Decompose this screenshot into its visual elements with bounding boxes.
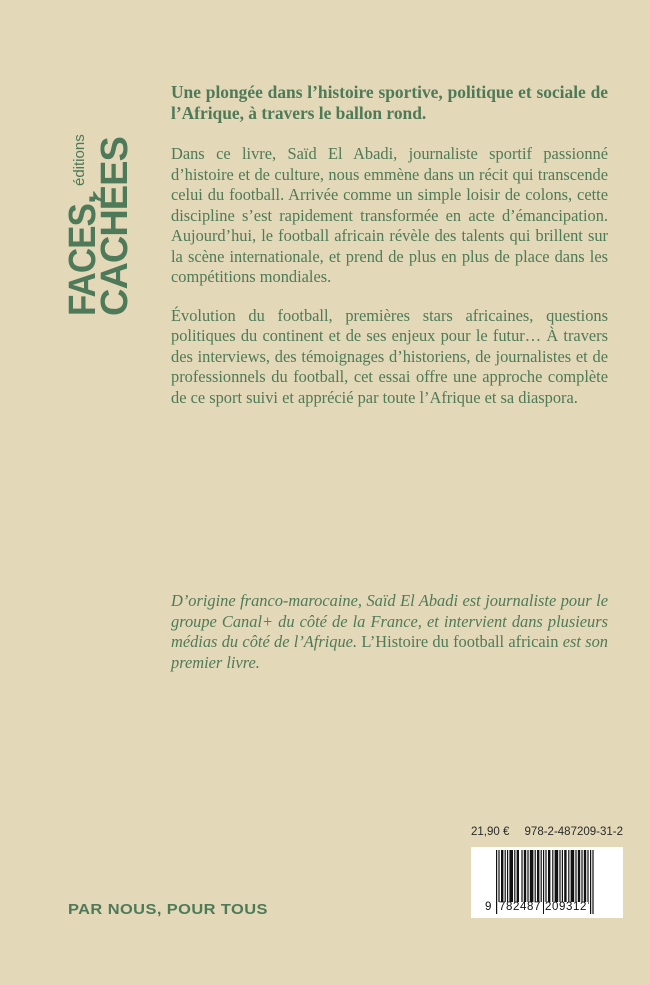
summary-paragraph-2: Évolution du football, premières stars africaines, questions politiques du continent et de ses enjeux pour le futur… À travers des interviews, des témoignages d’historiens, de journalistes et de professionnels du football, cet essai offre une approche complète de ce sport suivi et apprécié par toute l’Afrique et sa diaspora. <box>171 305 608 407</box>
book-title: L’Histoire du football africain <box>357 632 563 651</box>
logo-faces-text: FACES, <box>62 195 104 316</box>
publisher-logo <box>62 78 136 316</box>
author-bio-italic: D’origine franco-marocaine, Saïd El Abadi est journaliste pour le groupe Canal+ du côté de la France, et intervient dans plusieurs médias du côté de l’Afrique. <box>171 591 608 651</box>
lead-sentence: Une plongée dans l’histoire sportive, politique et sociale de l’Afrique, à travers le ballon rond. <box>171 82 608 123</box>
logo-editions-text: éditions <box>71 134 88 186</box>
author-bio <box>171 591 608 673</box>
barcode-first-digit: 9 <box>485 901 492 913</box>
publisher-slogan: PAR NOUS, POUR TOUS <box>68 901 268 918</box>
price-isbn-row <box>471 826 623 838</box>
summary-paragraph-1: Dans ce livre, Saïd El Abadi, journaliste sportif passionné d’histoire et de culture, nous emmène dans un récit qui transcende celui du football. Arrivée comme un simple loisir de colons, cette discipline s’est rapidement transformée en acte d’émancipation. Aujourd’hui, le football africain révèle des talents qui brillent sur la scène internationale, et prend de plus en plus de place dans les compétitions mondiales. <box>171 144 608 286</box>
price: 21,90 € <box>471 826 510 838</box>
barcode-digits-left: 782487 <box>499 901 541 913</box>
logo-cachees-text: CACHÉES <box>94 137 136 316</box>
blurb <box>171 82 608 408</box>
barcode-digits-right: 209312 <box>545 901 587 913</box>
isbn: 978-2-487209-31-2 <box>524 826 623 838</box>
barcode <box>471 847 623 918</box>
author-bio-ending: est son premier livre. <box>171 632 608 672</box>
